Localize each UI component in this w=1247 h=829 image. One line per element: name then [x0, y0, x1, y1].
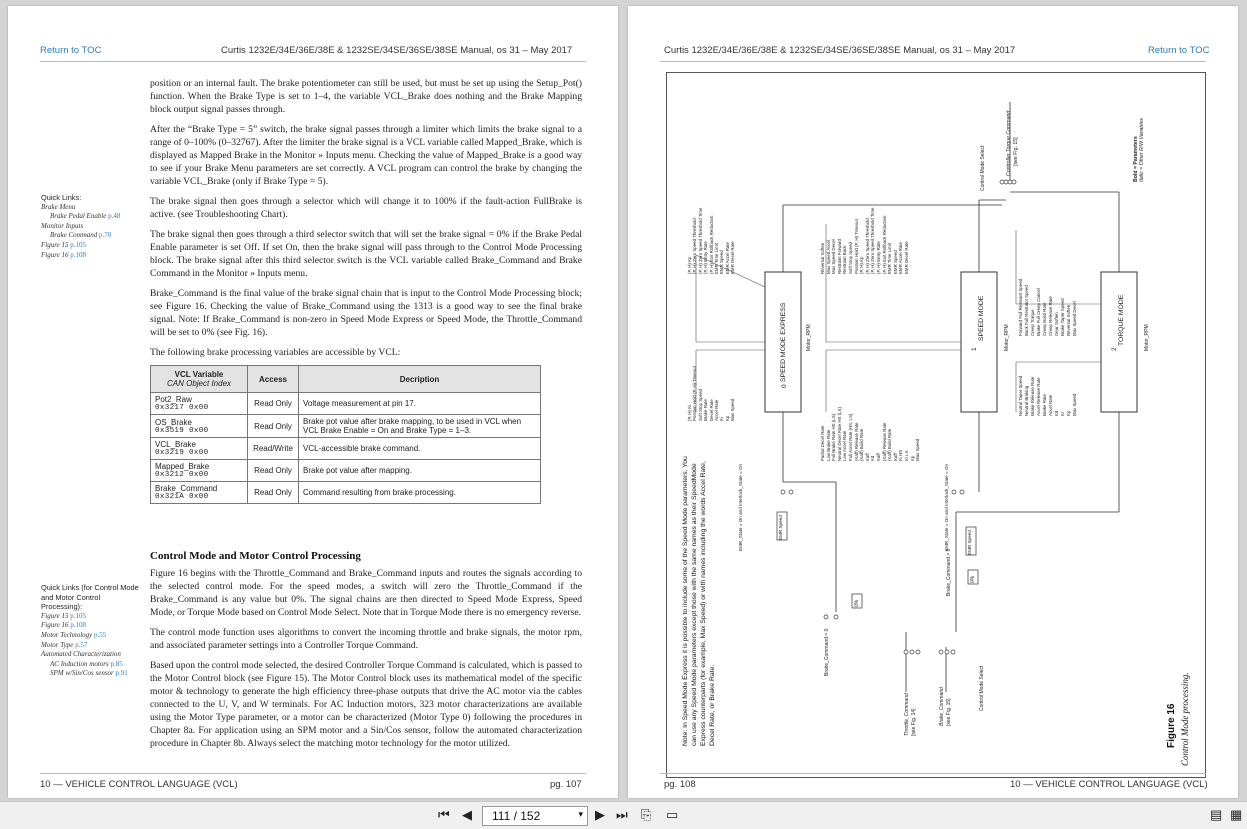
parameter-label: (Kaff) Build Rate: [887, 428, 893, 461]
quick-link[interactable]: Brake Pedal Enable p.48: [50, 212, 121, 221]
parameter-label: Soft Stop Speed: [848, 242, 853, 274]
legend-italic: Italic = Other R/W Variables: [1139, 118, 1145, 182]
brake-input-ref: [see Fig. 15]: [946, 698, 952, 726]
paragraph: The brake signal then goes through a third selector switch that will set the brake signal = 0% if the Brake Pedal Enable parameter is set Off. If set On, then the brake signal will pass through to the Control Mode Processing block. The brake signal after this third selector switch is the VCL variable called Brake_Command and Brake Command in the Monitor » Inputs menu.: [150, 229, 582, 279]
footer-rule: [660, 773, 1206, 774]
output-label: Controller Torque Command: [1006, 110, 1012, 176]
parameter-label: Kaff: [892, 453, 898, 461]
var-access: Read Only: [248, 415, 299, 438]
parameter-label: Max Speed: [915, 438, 921, 461]
parameter-label: Low Brake Rate: [825, 429, 831, 461]
parameter-label: (Kaff) Build Rate: [859, 428, 865, 461]
parameter-label: Creep Torque: [1030, 309, 1035, 336]
emr-speed-box-label: EMR Speed: [967, 530, 972, 555]
parameter-label: EMR Speed: [892, 250, 898, 274]
parameter-label: Max Speed: [1072, 393, 1077, 416]
quick-link[interactable]: Figure 15 p.105: [41, 240, 87, 249]
var-name: Mapped_Brake: [155, 462, 210, 471]
parameter-label: Neutral Decel Rate HS (LS): [836, 407, 842, 461]
parameter-label: EMR Accel Rate: [898, 242, 904, 274]
header-title: Curtis 1232E/34E/36E/38E & 1232SE/34SE/36SE/38SE Manual, os 31 – May 2017: [664, 45, 1016, 56]
table-row: [151, 438, 541, 460]
var-name: VCL_Brake: [155, 440, 196, 449]
var-desc: Voltage measurement at pin 17.: [299, 393, 541, 415]
motor-rpm-label: Motor_RPM: [1004, 324, 1010, 351]
copy-view-icon[interactable]: ⎘: [641, 807, 652, 822]
parameter-label: Accel Release Rate: [1036, 377, 1041, 416]
var-desc: Brake pot value after mapping.: [299, 460, 541, 482]
parameter-label: Ki HS: [898, 449, 904, 461]
parameter-label: Partial Decel Rate: [820, 425, 825, 461]
quick-links-control-mode: [41, 583, 139, 679]
footer-page-number: pg. 108: [664, 779, 696, 790]
parameter-label: Ki LS: [904, 450, 909, 461]
parameter-label: (P, H) Exit Rollback Reduction: [708, 215, 714, 274]
parameter-label: Kp: [909, 455, 915, 461]
parameter-label: (P, H) Zero Speed Threshold: [864, 218, 870, 274]
var-index: 0x3217 0x00: [155, 404, 209, 412]
paragraph: The following brake processing variables are accessible by VCL:: [150, 347, 401, 358]
paragraph: Figure 16 begins with the Throttle_Command and Brake_Command inputs and routes the signals according to the selected control mode. For the speed modes, a switch will zero the Throttle_Command if the Brake_Command is any value but 0%. The signal chains are then directed to Speed Mode Express, Speed Mode, or Torque Mode based on Control Mode Select. Note that in Torque Mode there is no emergency reverse.: [150, 568, 582, 618]
quick-links-heading: Quick Links (for Control Mode and Motor Control Processing):: [41, 583, 139, 612]
parameter-label: Gear Soften: [1054, 312, 1059, 336]
parameter-label: Full Accel Rate (HS, LS): [848, 413, 853, 461]
parameter-label: Forward Full Restraint Speed: [1018, 278, 1023, 336]
motor-rpm-label: Motor_RPM: [1144, 324, 1150, 351]
parameter-label: EMR Speed: [719, 250, 725, 274]
var-access: Read/Write: [248, 438, 299, 460]
var-name: Brake_Command: [155, 484, 218, 493]
parameter-label: (Kaff) Release Rate: [881, 422, 887, 461]
right-page: [628, 6, 1238, 798]
parameter-label: Ki: [1060, 412, 1065, 416]
parameter-label: Max Speed Accel: [825, 240, 831, 274]
quick-link[interactable]: Motor Type p.57: [41, 640, 88, 649]
page-number-value: 111 / 152: [492, 809, 541, 823]
parameter-label: Kp: [724, 415, 730, 421]
return-to-toc-link[interactable]: Return to TOC: [1148, 45, 1210, 56]
paragraph: position or an internal fault. The brake potentiometer can still be used, but must be set up using the Setup_Pot() function. When the Brake Type is set to 1–4, the variable VCL_Brake does nothing and the Brake Mapping block output signal passes through.: [150, 78, 582, 115]
parameter-label: Creep Release Rate: [1048, 296, 1053, 336]
quick-link[interactable]: Figure 15 p.105: [41, 611, 87, 620]
zero-box-label: 0%: [854, 599, 860, 607]
quick-link[interactable]: Figure 16 p.108: [41, 250, 87, 259]
parameter-label: EMR Time Limit: [887, 243, 893, 274]
diagram-note: Note: In Speed Mode Express it is possible to include some of the Speed Mode parameters. You can use any Speed Mode parameters except those with the same names as their SpeedMode Express counterparts (for example, Max Speed) or with names including the words Accel Rate, Decel Rate, or Brake Rate.: [682, 456, 716, 746]
parameter-label: Brake Full Creep Cancel: [1036, 288, 1041, 336]
var-desc: Brake pot value after brake mapping, to be used in VCL when VCL Brake Enable = On and Brake Type = 1–3.: [299, 415, 541, 438]
parameter-label: EMR Time Limit: [714, 243, 719, 274]
parameter-label: EMR Decel Rate: [904, 241, 909, 274]
quick-links-heading: Quick Links:: [41, 193, 82, 202]
paragraph: After the “Brake Type = 5” switch, the brake signal passes through a limiter which limits the brake signal to a range of 0–100% (0–32767). After the limiter the brake signal is a VCL variable called Mapped_Brake, which is displayed as Mapped Brake in the Monitor » Inputs menu. Checking the value of Mapped_Brake is a good way to see if your Brake Menu parameters are set correctly. A VCL program can control the brake by changing the variable VCL_Brake (only if Brake Type = 5).: [150, 124, 582, 187]
block-title-tm: TORQUE MODE: [1118, 294, 1125, 346]
parameter-label: (P, H) Zero Speed Threshold Time: [697, 207, 703, 274]
return-to-toc-link[interactable]: Return to TOC: [40, 45, 102, 56]
quick-link[interactable]: Automated Characterization: [41, 650, 121, 659]
parameter-label: Brake Rate: [1042, 394, 1047, 416]
parameter-label: Back Full Restraint Speed: [1024, 285, 1029, 336]
emr-label-1: EMR_State = On and Interlock_State = On: [738, 463, 743, 551]
parameter-label: (P, H) Kp: [859, 256, 865, 274]
diagram-labels: [628, 6, 1238, 798]
parameter-label: Kaff: [864, 453, 870, 461]
throttle-input-label: Throttle_Command: [904, 693, 910, 736]
quick-link[interactable]: Brake Command p.70: [50, 231, 112, 240]
parameter-label: (P, H) Kp: [687, 256, 692, 274]
next-page-button[interactable]: ▶: [595, 807, 605, 822]
brake-input-label: Brake_Command: [939, 687, 945, 726]
parameter-label: Accel Rate: [1048, 394, 1053, 416]
section-title: Control Mode and Motor Control Processing: [150, 550, 361, 562]
parameter-label: Brake Taper Speed: [1060, 298, 1065, 336]
parameter-label: Position Hold (P, H) Timeout: [853, 219, 859, 274]
footer-rule: [40, 773, 586, 774]
brake-cmd-label: Brake_Command = 0: [824, 628, 830, 676]
brake-cmd-label-2: Brake_Command > 0: [946, 548, 952, 596]
parameter-label: (Kaff) Release Rate: [853, 422, 859, 461]
var-name: OS_Brake: [155, 417, 192, 427]
figure-caption: Control Mode processing.: [1180, 672, 1190, 766]
header-rule: [40, 61, 586, 62]
last-page-button[interactable]: ⏭: [616, 807, 628, 822]
parameter-label: Neutral Taper Speed: [1018, 375, 1023, 416]
var-index: 0x3519 0x00: [155, 426, 209, 435]
pdf-toolbar: [0, 801, 1247, 829]
parameter-label: Position Hold (P, H) Timeout: [692, 366, 698, 421]
parameter-label: Kd: [1054, 410, 1059, 416]
motor-rpm-label: Motor_RPM: [806, 324, 812, 351]
parameter-label: Ki: [719, 417, 725, 421]
block-num: 1: [971, 347, 978, 351]
var-desc: Command resulting from brake processing.: [299, 482, 541, 504]
var-desc: VCL-accessible brake command.: [299, 438, 541, 460]
parameter-label: EMR Decel Rate: [730, 241, 736, 274]
output-ref: [see Fig. 15]: [1013, 137, 1019, 166]
parameter-label: Restraint Forward: [836, 239, 842, 274]
emr-label-2: EMR_State = On and Interlock_State = On: [944, 463, 949, 551]
parameter-label: (P, H) Entry Rate: [703, 241, 709, 274]
parameter-label: Brake Rate: [703, 399, 709, 421]
footer-page-number: pg. 107: [550, 779, 582, 790]
chevron-down-icon[interactable]: ▾: [578, 809, 583, 819]
block-num: 2: [1111, 347, 1118, 351]
parameter-label: Max Speed Decel: [831, 239, 837, 274]
quick-link[interactable]: Brake Menu: [41, 202, 76, 211]
header-title: Curtis 1232E/34E/36E/38E & 1232SE/34SE/36SE/38SE Manual, os 31 – May 2017: [221, 45, 573, 56]
parameter-label: Kd: [870, 455, 876, 461]
quick-link[interactable]: AC Induction motors p.85: [50, 659, 123, 668]
block-num: 0: [781, 384, 788, 388]
emr-speed-box-label: EMR Speed: [778, 515, 783, 540]
parameter-label: Low Accel Rate: [842, 430, 848, 461]
first-page-button[interactable]: ⏮: [438, 807, 450, 822]
var-access: Read Only: [248, 482, 299, 504]
parameter-label: Brake Release Rate: [1030, 376, 1035, 416]
parameter-label: EMR Accel Rate: [724, 242, 730, 274]
quick-links-brake: [41, 193, 139, 260]
table-row: [151, 393, 541, 415]
parameter-label: Reversal Soften: [820, 242, 825, 274]
throttle-input-ref: [see Fig. 14]: [911, 708, 917, 736]
left-page: [8, 6, 618, 798]
zero-box-label: 0%: [970, 575, 976, 583]
parameter-label: Decel Rate: [708, 399, 714, 421]
parameter-label: Kaff: [876, 453, 881, 461]
body-text-bottom: [150, 567, 582, 757]
quick-link[interactable]: Monitor Inputs: [41, 221, 84, 230]
col-header-access: Access: [248, 366, 299, 393]
var-access: Read Only: [248, 393, 299, 415]
var-name: Pot2_Raw: [155, 395, 192, 404]
block-title-sme: SPEED MODE EXPRESS: [780, 302, 787, 382]
table-row: [151, 460, 541, 482]
parameter-label: (P, H) Zero Speed Threshold: [692, 218, 698, 274]
parameter-label: Restraint Back: [842, 245, 848, 274]
previous-page-button[interactable]: ◀: [462, 807, 472, 822]
vcl-variables-table: [150, 365, 541, 504]
quick-link[interactable]: Figure 16 p.108: [41, 621, 87, 630]
fit-page-icon[interactable]: ▭: [666, 807, 679, 822]
var-index: 0x3212 0x00: [155, 471, 209, 479]
paragraph: The control mode function uses algorithms to convert the incoming throttle and brake signals, the motor rpm, and associated parameter settings into a Controller Torque Command.: [150, 627, 582, 651]
figure-label: Figure 16: [1166, 703, 1177, 748]
quick-link[interactable]: Motor Technology p.55: [41, 630, 107, 639]
body-text-top: [150, 77, 582, 366]
footer-chapter: 10 — VEHICLE CONTROL LANGUAGE (VCL): [40, 779, 238, 790]
parameter-label: Full Brake Rate HS (LS): [831, 413, 837, 461]
parameter-label: Accel Rate: [714, 399, 719, 421]
parameter-label: Neutral Braking: [1024, 385, 1029, 416]
parameter-label: (P, H) Entry Rate: [876, 241, 881, 274]
paragraph: Based upon the control mode selected, the desired Controller Torque Command is calculated, which is passed to the Motor Control block (see Figure 15). The Motor Control block uses its mathematical model of the specific motor & technology to generate the high efficiency three-phase outputs that drive the AC motor via the cables connected to the U, V, and W terminals. For AC Induction motors, 323 motor characterizations are available using the Motor Type parameter, or a motor can be characterized (Motor Type 0) following the procedures in Chapter 8a. For application using an SPM motor and a Sin/Cos sensor, follow the automated characterization procedure in Chapter 8b. Always select the matching motor technology for the motor utilized.: [150, 660, 582, 749]
var-index: 0x3219 0x00: [155, 449, 209, 457]
legend-bold: Bold = Parameters: [1133, 136, 1139, 182]
paragraph: Brake_Command is the final value of the brake signal chain that is input to the Control Mode Processing block; see Figure 16. Checking the value of Brake_Command using the 1313 is a good way to see the final brake signal. Note: If Brake_Command is non-zero in Speed Mode Express or Speed Mode, the Throttle_Command will be set to 0% (see Fig. 16).: [150, 288, 582, 338]
parameter-label: Soft Stop Speed: [697, 389, 703, 421]
col-header-description: Decription: [299, 366, 541, 393]
control-mode-label-2: Control Mode Select: [979, 665, 985, 711]
two-page-view-icon[interactable]: ▦: [1230, 807, 1243, 822]
footer-chapter: 10 — VEHICLE CONTROL LANGUAGE (VCL): [1010, 779, 1208, 790]
table-header-row: [151, 366, 541, 393]
single-page-view-icon[interactable]: ▤: [1210, 807, 1223, 822]
parameter-label: (P, H) Ki: [687, 404, 692, 421]
control-mode-label: Control Mode Select: [980, 145, 986, 191]
block-title-sm: SPEED MODE: [978, 295, 985, 341]
page-number-input[interactable]: [482, 806, 588, 826]
parameter-label: Kp: [1066, 410, 1071, 416]
parameter-label: Max Speed: [730, 398, 736, 421]
table-row: [151, 482, 541, 504]
table-row: [151, 415, 541, 438]
col-header-variable: VCL Variable CAN Object Index: [151, 366, 248, 393]
paragraph: The brake signal then goes through a selector which will change it to 100% if the fault-action FullBrake is active. (see Troubleshooting Chart).: [150, 196, 582, 220]
parameter-label: (P, H) Exit Rollback Reduction: [881, 215, 887, 274]
parameter-label: Creep Build Rate: [1042, 302, 1047, 336]
var-access: Read Only: [248, 460, 299, 482]
parameter-label: (P, H) Zero Speed Threshold Time: [870, 207, 876, 274]
parameter-label: Reversal Soften: [1066, 304, 1071, 336]
quick-link[interactable]: SPM w/Sin/Cos sensor p.91: [50, 669, 128, 678]
var-index: 0x321A 0x00: [155, 493, 209, 501]
parameter-label: Max Speed Decel: [1072, 301, 1077, 336]
